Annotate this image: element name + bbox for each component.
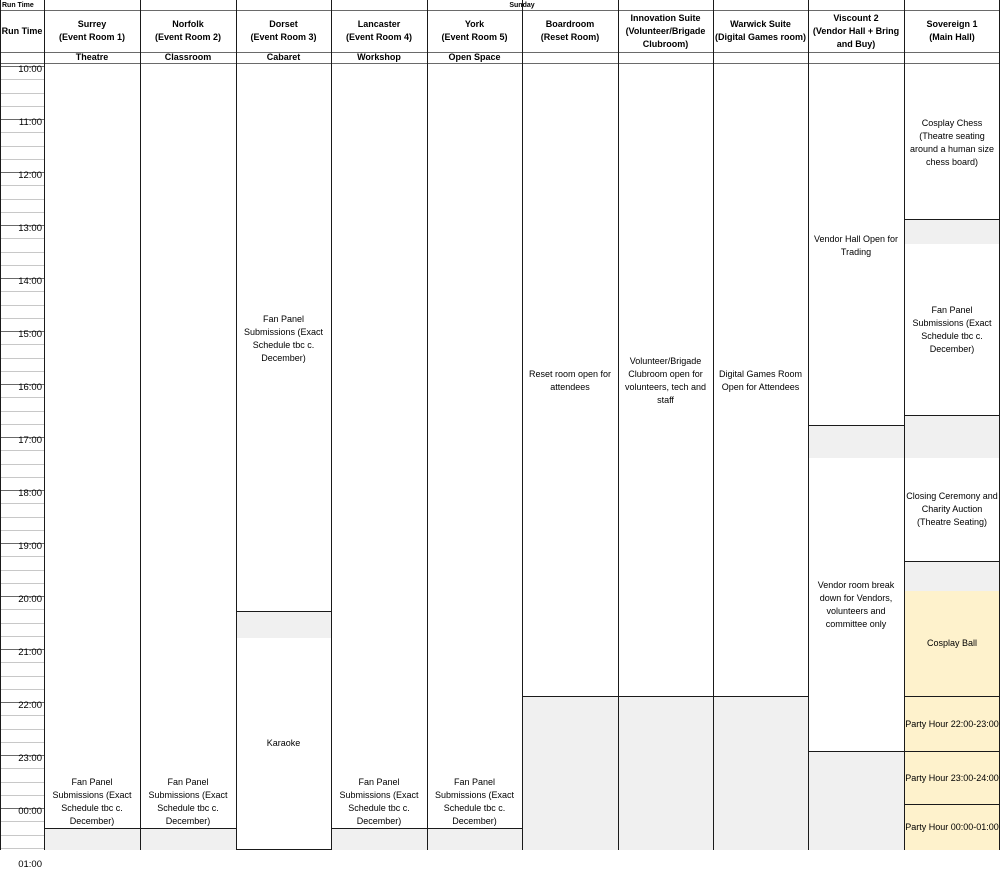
time-label: 01:00 [18,859,42,870]
slot-dorset-gap-2 [236,625,331,638]
time-label: 18:00 [18,488,42,499]
room-layout-7 [713,52,808,63]
room-header-0 [44,10,140,52]
event-innovation-clubroom[interactable]: Volunteer/Brigade Clubroom open for volunteers, tech and staff [618,66,713,697]
left-edge [0,0,1,850]
room-subtitle: (Event Room 2) [154,32,221,42]
room-subtitle: (Event Room 3) [250,32,317,42]
event-york-panel[interactable]: Fan Panel Submissions (Exact Schedule tbc c. December) [427,66,522,829]
event-party-hour-1[interactable]: Party Hour 22:00-23:00 [904,697,1000,752]
room-subtitle: (Event Room 5) [441,32,508,42]
room-name: Dorset [269,19,298,29]
time-label: 17:00 [18,435,42,446]
event-party-hour-2[interactable]: Party Hour 23:00-24:00 [904,752,1000,805]
slot-sov-gap-3 [904,562,1000,591]
column-divider [808,0,809,850]
time-label: 14:00 [18,276,42,287]
time-label: 16:00 [18,382,42,393]
event-vendor-breakdown[interactable]: Vendor room break down for Vendors, volunteers and committee only [808,458,904,752]
time-label: 10:00 [18,64,42,75]
slot-innovation-late [618,697,713,850]
room-subtitle: (Vendor Hall + Bring and Buy) [812,25,900,49]
room-layout-3: Workshop [357,52,401,62]
event-warwick-games[interactable]: Digital Games Room Open for Attendees [713,66,808,697]
slot-norfolk-gap [140,829,236,850]
column-divider [618,0,619,850]
room-layout-8 [808,52,904,63]
time-label: 15:00 [18,329,42,340]
column-divider [904,0,905,850]
room-layout-2: Cabaret [266,52,301,62]
room-name: Sovereign 1 [926,19,978,29]
column-divider [236,0,237,850]
time-label: 11:00 [18,117,42,128]
time-label: 20:00 [18,594,42,605]
room-layout-0: Theatre [75,52,109,62]
room-header-1 [140,10,236,52]
event-dorset-karaoke[interactable]: Karaoke [236,638,331,850]
run-time-top-label: Run Time [2,1,34,9]
room-name: Surrey [77,19,107,29]
room-name: Warwick Suite [730,19,791,29]
room-subtitle: (Event Room 4) [345,32,412,42]
event-party-hour-3[interactable]: Party Hour 00:00-01:00 [904,805,1000,850]
room-subtitle: (Digital Games room) [714,32,806,42]
time-label: 00:00 [18,806,42,817]
column-divider [522,0,523,850]
time-label: 22:00 [18,700,42,711]
room-name: Innovation Suite [630,12,701,23]
event-dorset-panel[interactable]: Fan Panel Submissions (Exact Schedule tbc c. December) [236,66,331,612]
event-norfolk-panel[interactable]: Fan Panel Submissions (Exact Schedule tbc c. December) [140,66,236,829]
event-lancaster-panel[interactable]: Fan Panel Submissions (Exact Schedule tbc c. December) [331,66,427,829]
room-layout-6 [618,52,713,63]
room-header-4 [427,10,522,52]
room-name: Lancaster [357,19,401,29]
time-label: 13:00 [18,223,42,234]
room-layout-1: Classroom [164,52,212,62]
room-header-8 [808,10,904,52]
room-name: Viscount 2 [833,12,879,23]
slot-sov-gap-2 [904,416,1000,458]
column-divider [140,0,141,850]
event-boardroom-reset[interactable]: Reset room open for attendees [522,66,618,697]
room-name: York [464,19,485,29]
room-header-7 [713,10,808,52]
run-time-header: Run Time [1,25,43,36]
slot-sov-gap-1 [904,220,1000,244]
event-sov-panel[interactable]: Fan Panel Submissions (Exact Schedule tbc c. December) [904,244,1000,416]
time-label: 23:00 [18,753,42,764]
slot-vendor-late [808,752,904,850]
slot-vendor-gap [808,426,904,458]
slot-boardroom-late [522,697,618,850]
event-sov-closing[interactable]: Closing Ceremony and Charity Auction (Theatre Seating) [904,458,1000,562]
event-surrey-panel[interactable]: Fan Panel Submissions (Exact Schedule tbc c. December) [44,66,140,829]
slot-york-gap [427,829,522,850]
time-label: 12:00 [18,170,42,181]
grid-row-line [0,63,1000,64]
column-divider [44,0,45,850]
room-name: Boardroom [545,19,595,29]
column-divider [713,0,714,850]
room-header-6 [618,10,713,52]
room-layout-5 [522,52,618,63]
room-subtitle: (Main Hall) [929,32,975,42]
room-header-9 [904,10,1000,52]
room-header-3 [331,10,427,52]
room-layout-4: Open Space [448,52,501,62]
column-divider [427,0,428,850]
slot-warwick-late [713,697,808,850]
time-label: 19:00 [18,541,42,552]
room-name: Norfolk [172,19,204,29]
room-layout-9 [904,52,1000,63]
room-subtitle: (Reset Room) [540,32,600,42]
room-subtitle: (Volunteer/Brigade Clubroom) [625,25,706,49]
room-header-2 [236,10,331,52]
event-vendor-open[interactable]: Vendor Hall Open for Trading [808,66,904,426]
slot-dorset-gap-1 [236,612,331,625]
room-header-5 [522,10,618,52]
slot-surrey-gap [44,829,140,850]
time-label: 21:00 [18,647,42,658]
event-sov-chess[interactable]: Cosplay Chess (Theatre seating around a human size chess board) [904,66,1000,220]
room-subtitle: (Event Room 1) [58,32,125,42]
slot-lancaster-gap [331,829,427,850]
day-label: Sunday [509,1,535,9]
event-sov-ball[interactable]: Cosplay Ball [904,591,1000,697]
column-divider [331,0,332,850]
